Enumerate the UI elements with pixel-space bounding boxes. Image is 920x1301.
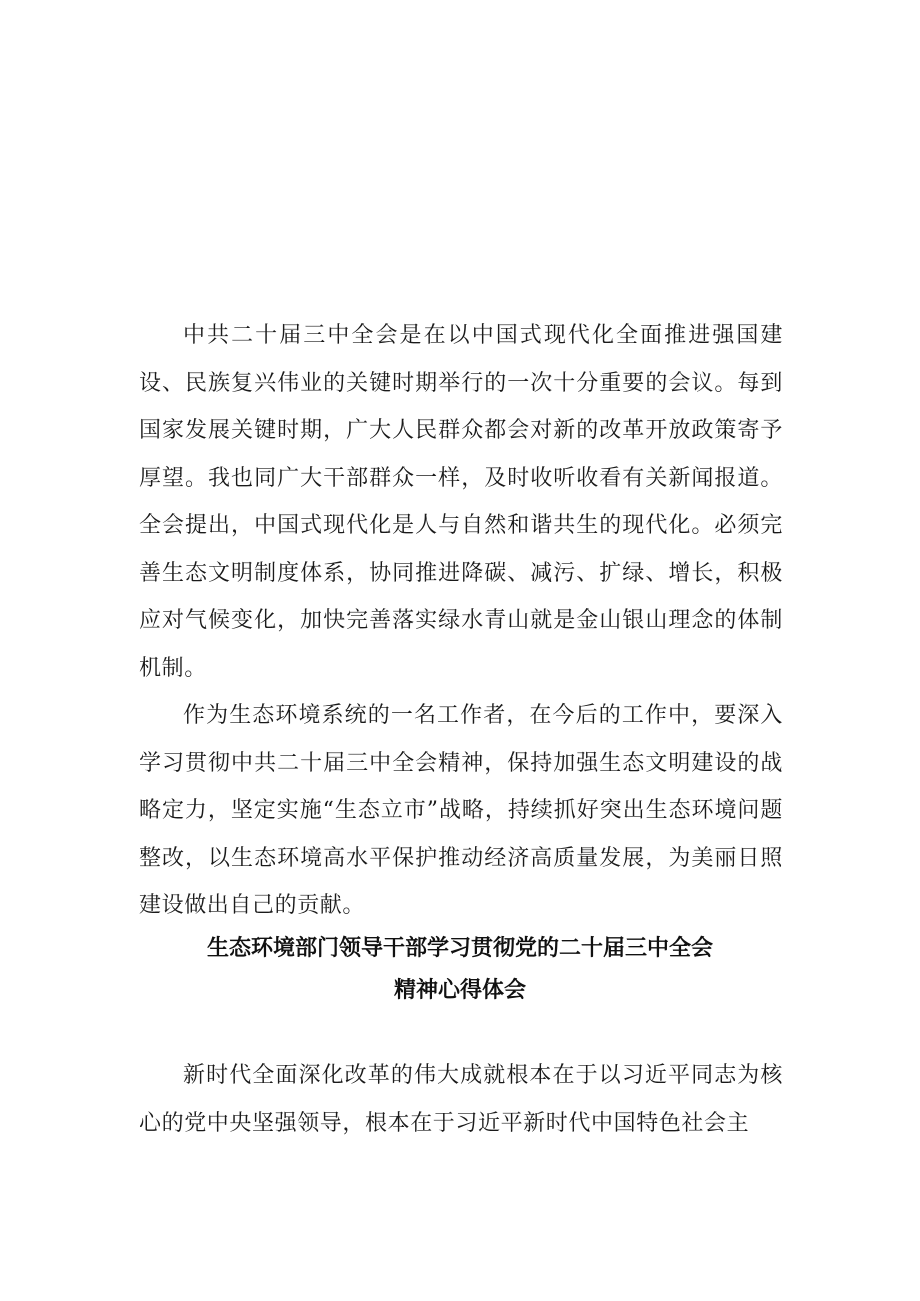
section-title-line-1: 生态环境部门领导干部学习贯彻党的二十届三中全会 [206, 936, 713, 961]
paragraph: 作为生态环境系统的一名工作者，在今后的工作中，要深入学习贯彻中共二十届三中全会精神，保持加强生态文明建设的战略定力，坚定实施“生态立市”战略，持续抓好突出生态环境问题整改，以生态环境高水平保护推动经济高质量发展，为美丽日照建设做出自己的贡献。 [139, 703, 783, 918]
body-text-section-1 [139, 312, 783, 930]
section-title [100, 928, 820, 1012]
paragraph: 新时代全面深化改革的伟大成就根本在于以习近平同志为核心的党中央坚强领导，根本在于习近平新时代中国特色社会主 [139, 1063, 783, 1136]
body-text-section-2 [139, 1052, 783, 1147]
paragraph: 中共二十届三中全会是在以中国式现代化全面推进强国建设、民族复兴伟业的关键时期举行的一次十分重要的会议。每到国家发展关键时期，广大人民群众都会对新的改革开放政策寄予厚望。我也同广大干部群众一样，及时收听收看有关新闻报道。全会提出，中国式现代化是人与自然和谐共生的现代化。必须完善生态文明制度体系，协同推进降碳、减污、扩绿、增长，积极应对气候变化，加快完善落实绿水青山就是金山银山理念的体制机制。 [139, 323, 783, 681]
section-title-line-2: 精神心得体会 [393, 978, 526, 1003]
